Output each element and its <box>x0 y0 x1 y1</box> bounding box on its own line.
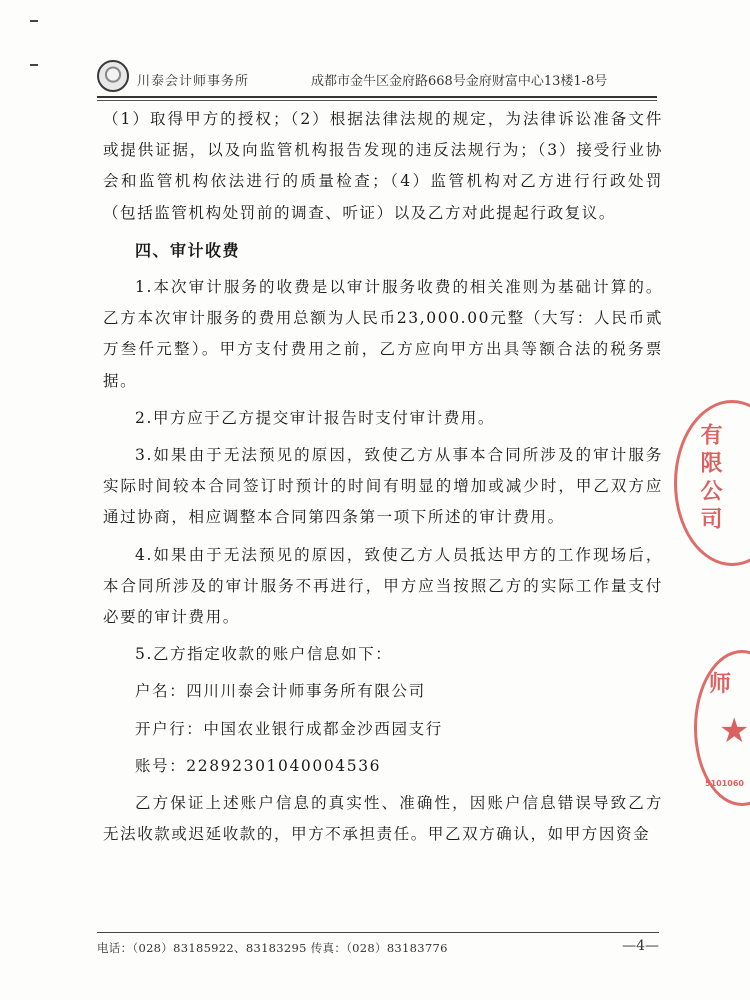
fee-item-3: 3.如果由于无法预见的原因，致使乙方从事本合同所涉及的审计服务实际时间较本合同签订时预计的时间有明显的增加或减少时，甲乙双方应通过协商，相应调整本合同第四条第一项下所述的审计费用。 <box>103 446 663 527</box>
firm-name: 川泰会计师事务所 <box>137 74 250 89</box>
section-heading: 四、审计收费 <box>135 240 241 260</box>
fee-item-1: 1.本次审计服务的收费是以审计服务收费的相关准则为基础计算的。乙方本次审计服务的费用总额为人民币23,000.00元整（大写：人民币贰万叁仟元整）。甲方支付费用之前，乙方应向甲方出具等额合法的税务票据。 <box>103 278 663 390</box>
document-body <box>103 104 663 856</box>
page-number: —4— <box>622 938 659 954</box>
seal-text: 有限公司 <box>697 423 722 535</box>
bank-name: 开户行：中国农业银行成都金沙西园支行 <box>135 719 443 738</box>
footer-contact: 电话：（028）83185922、83183295 传真：（028）83183776 <box>97 941 448 955</box>
header-rule <box>97 96 657 98</box>
firm-logo-icon <box>97 60 129 92</box>
account-number: 账号：22892301040004536 <box>135 756 382 775</box>
firm-address: 成都市金牛区金府路668号金府财富中心13楼1-8号 <box>311 74 608 89</box>
paragraph-rights: （1）取得甲方的授权；（2）根据法律法规的规定，为法律诉讼准备文件或提供证据，以及向监管机构报告发现的违反法规行为；（3）接受行业协会和监管机构依法进行的质量检查；（4）监管机构对乙方进行行政处罚（包括监管机构处罚前的调查、听证）以及乙方对此提起行政复议。 <box>103 110 663 222</box>
star-icon: ★ <box>719 711 750 751</box>
footer-rule <box>97 932 659 933</box>
fee-item-2: 2.甲方应于乙方提交审计报告时支付审计费用。 <box>135 408 495 427</box>
accountant-seal-fragment <box>694 650 750 806</box>
account-name: 户名：四川川泰会计师事务所有限公司 <box>135 682 426 701</box>
letterhead <box>97 60 657 100</box>
header-rule <box>97 100 657 101</box>
guarantee-paragraph: 乙方保证上述账户信息的真实性、准确性，因账户信息错误导致乙方无法收款或迟延收款的，甲方不承担责任。甲乙双方确认，如甲方因资金 <box>103 794 663 844</box>
seal-small-text: 5101060 <box>705 779 744 788</box>
fee-item-5: 5.乙方指定收款的账户信息如下： <box>135 645 393 664</box>
seal-text: 师 <box>709 672 732 697</box>
fee-item-4: 4.如果由于无法预见的原因，致使乙方人员抵达甲方的工作现场后，本合同所涉及的审计服务不再进行，甲方应当按照乙方的实际工作量支付必要的审计费用。 <box>103 545 663 627</box>
margin-mark <box>30 64 38 66</box>
company-seal-fragment <box>674 400 750 566</box>
margin-mark <box>30 20 38 22</box>
